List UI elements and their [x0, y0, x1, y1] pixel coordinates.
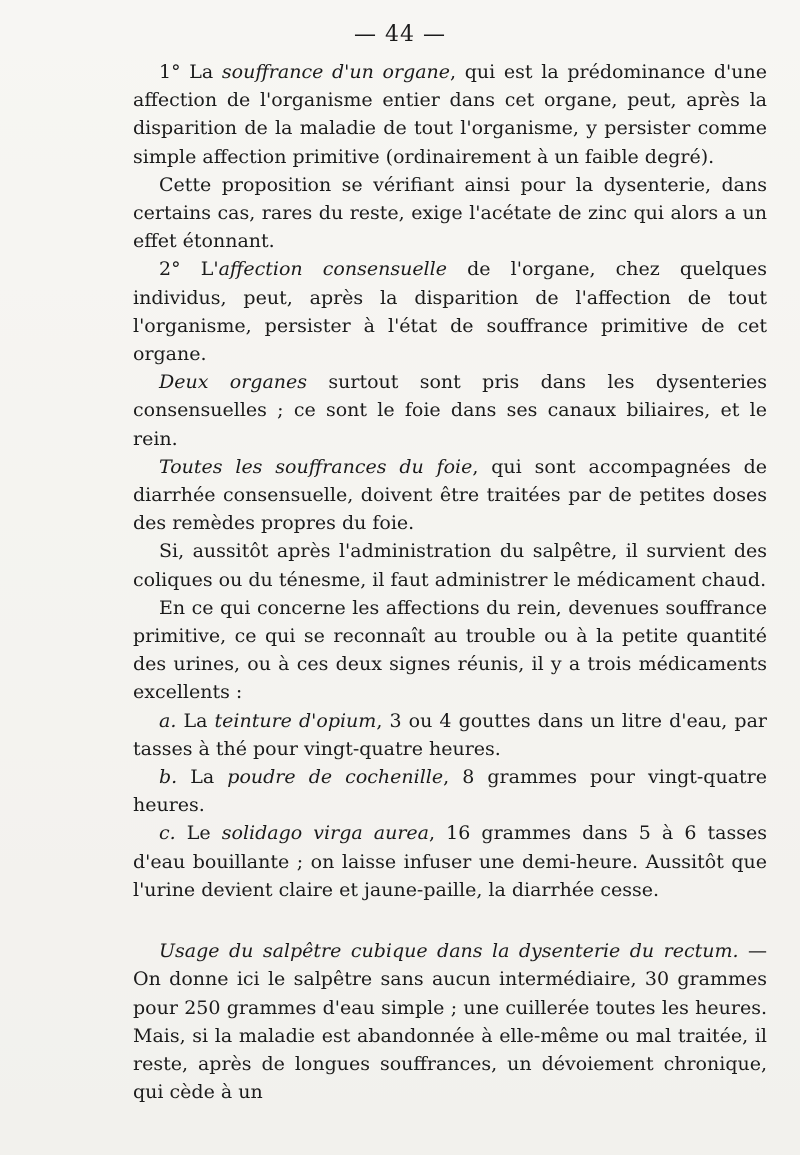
paragraph-souffrances-foie: Toutes les souffrances du foie, qui sont accompagnées de diarrhée consensuelle, doivent être traitées par de petites doses des remèdes propres du foie.: [133, 455, 767, 535]
list-item-b: b. La poudre de cochenille, 8 grammes pour vingt-quatre heures.: [133, 766, 767, 817]
paragraph-acetate-zinc: Cette proposition se vérifiant ainsi pour la dysenterie, dans certains cas, rares du reste, exige l'acétate de zinc qui alors a un effet étonnant.: [133, 173, 767, 253]
list-item-c: c. Le solidago virga aurea, 16 grammes dans 5 à 6 tasses d'eau bouillante ; on laisse infuser une demi-heure. Aussitôt que l'urine devient claire et jaune-paille, la diarrhée cesse.: [133, 822, 767, 901]
list-item-a: a. La teinture d'opium, 3 ou 4 gouttes dans un litre d'eau, par tasses à thé pour vingt-quatre heures.: [133, 709, 768, 760]
page-number: — 44 —: [354, 22, 446, 47]
paragraph-affection-consensuelle: 2° L'affection consensuelle de l'organe, chez quelques individus, peut, après la disparition de l'affection de tout l'organisme, persister à l'état de souffrance primitive de cet organe.: [133, 258, 768, 366]
paragraph-salpetre-coliques: Si, aussitôt après l'administration du salpêtre, il survient des coliques ou du ténesme, il faut administrer le médicament chaud.: [133, 540, 767, 591]
paragraph-usage-salpetre-rectum: Usage du salpêtre cubique dans la dysenterie du rectum. — On donne ici le salpêtre sans aucun intermédiaire, 30 grammes pour 250 grammes d'eau simple ; une cuillerée toutes les heures. Mais, si la maladie est abandonnée à elle-même ou mal traitée, il reste, après de longues souffrances, un dévoiement chronique, qui cède à un: [133, 940, 767, 1104]
page-body: [133, 58, 767, 1106]
paragraph-souffrance-organe: 1° La souffrance d'un organe, qui est la prédominance d'une affection de l'organisme entier dans cet organe, peut, après la disparition de la maladie de tout l'organisme, y persister comme simple affection primitive (ordinairement à un faible degré).: [133, 61, 767, 168]
paragraph-deux-organes: Deux organes surtout sont pris dans les dysenteries consensuelles ; ce sont le foie dans ses canaux biliaires, et le rein.: [133, 371, 767, 450]
paragraph-affections-rein: En ce qui concerne les affections du rein, devenues souffrance primitive, ce qui se reconnaît au trouble ou à la petite quantité des urines, ou à ces deux signes réunis, il y a trois médicaments excellents :: [133, 596, 767, 704]
